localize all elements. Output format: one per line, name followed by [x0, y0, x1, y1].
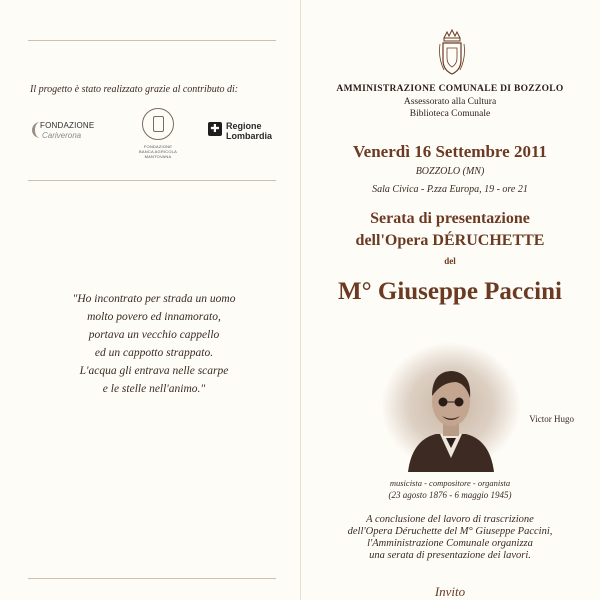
- description-line: l'Amministrazione Comunale organizza: [367, 538, 533, 549]
- seal-caption-line1: FONDAZIONE: [143, 144, 173, 149]
- quote-line: molto povero ed innamorato,: [87, 311, 221, 323]
- composer-roles: musicista - compositore - organista: [389, 478, 511, 488]
- composer-portrait: [380, 340, 522, 472]
- composer-life-dates: (23 agosto 1876 - 6 maggio 1945): [388, 490, 512, 500]
- regione-cross-icon: ✚: [208, 122, 222, 136]
- fondazione-logo-name: FONDAZIONE: [40, 121, 95, 130]
- event-town: BOZZOLO (MN): [415, 166, 485, 177]
- quote-line: ed un cappotto strappato.: [94, 347, 214, 359]
- fondazione-cariverona-logo: [32, 118, 102, 144]
- victor-hugo-quote: [30, 290, 278, 398]
- bottom-divider: [28, 578, 276, 579]
- fondazione-logo-subname: Cariverona: [42, 131, 82, 140]
- quote-line: L'acqua gli entrava nelle scarpe: [79, 365, 229, 377]
- library-name: Biblioteca Comunale: [409, 109, 491, 119]
- quote-author: Victor Hugo: [529, 414, 574, 424]
- event-venue: Sala Civica - P.zza Europa, 19 - ore 21: [372, 184, 528, 195]
- regione-logo-line2: Lombardia: [226, 131, 273, 141]
- regione-lombardia-logo: [208, 120, 288, 146]
- description-line: A conclusione del lavoro di trascrizione: [366, 514, 534, 525]
- middle-divider: [28, 180, 276, 181]
- quote-line: portava un vecchio cappello: [88, 329, 220, 341]
- sponsor-credit-line: Il progetto è stato realizzato grazie al contributo di:: [30, 84, 239, 95]
- event-title-line2: dell'Opera DÉRUCHETTE: [355, 232, 545, 249]
- description-line: una serata di presentazione dei lavori.: [369, 550, 531, 561]
- description-line: dell'Opera Déruchette del M° Giuseppe Paccini,: [347, 526, 553, 537]
- event-title-line1: Serata di presentazione: [370, 210, 530, 227]
- seal-caption-line2: BANCA AGRICOLA MANTOVANA: [139, 149, 177, 159]
- event-title-del: del: [444, 256, 456, 266]
- quote-line: "Ho incontrato per strada un uomo: [72, 293, 236, 305]
- administration-name: AMMINISTRAZIONE COMUNALE DI BOZZOLO: [336, 84, 564, 94]
- event-date: Venerdì 16 Settembre 2011: [352, 142, 548, 161]
- seal-icon: [142, 108, 174, 140]
- regione-logo-line1: Regione: [226, 121, 262, 131]
- composer-name: M° Giuseppe Paccini: [338, 278, 562, 305]
- foundation-seal-logo: [128, 108, 188, 164]
- event-description: [300, 514, 600, 562]
- top-divider: [28, 40, 276, 41]
- municipal-crest-icon: [438, 24, 466, 80]
- department-name: Assessorato alla Cultura: [403, 97, 497, 107]
- invitation-heading: Invito: [434, 584, 466, 599]
- quote-line: e le stelle nell'animo.": [102, 383, 206, 395]
